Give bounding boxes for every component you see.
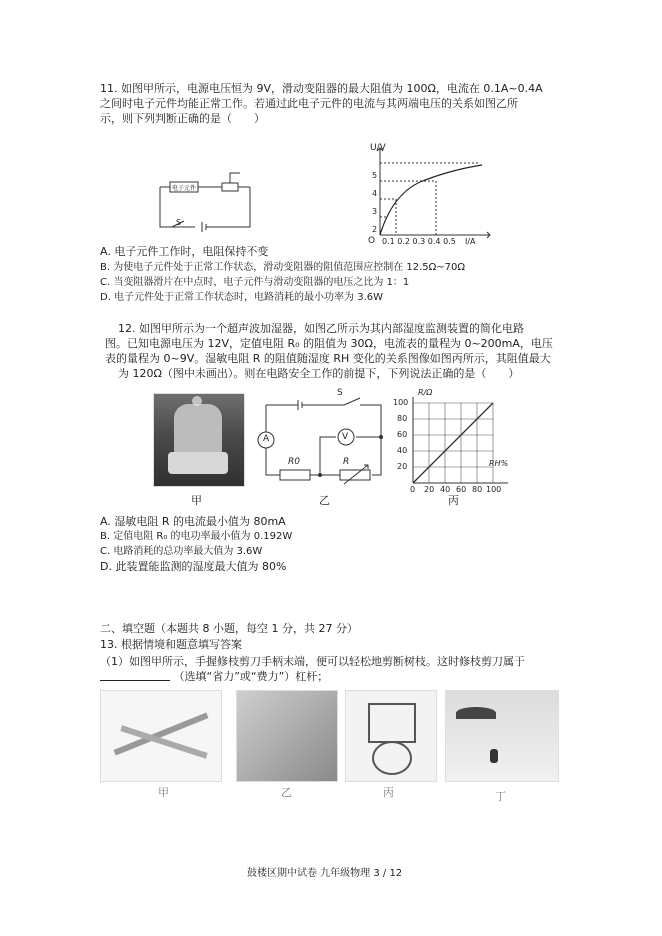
q11-graph-xlabel: I/A bbox=[465, 237, 476, 246]
q12-option-a: A. 湿敏电阻 R 的电流最小值为 80mA bbox=[100, 515, 286, 528]
q12-option-c: C. 电路消耗的总功率最大值为 3.6W bbox=[100, 546, 263, 557]
q12-xtick-100: 100 bbox=[486, 485, 502, 494]
q12-stem-line3: 表的量程为 0~9V。湿敏电阻 R 的阻值随湿度 RH 变化的关系图像如图丙所示，其阻值最大 bbox=[105, 352, 551, 365]
q12-option-d: D. 此装置能监测的湿度最大值为 80% bbox=[100, 560, 287, 573]
q11-ytick-5: 5 bbox=[372, 171, 378, 180]
q12-xtick-80: 80 bbox=[472, 485, 483, 494]
section2-heading: 二、填空题（本题共 8 小题，每空 1 分，共 27 分） bbox=[100, 622, 358, 635]
q12-stem-line1: 12. 如图甲所示为一个超声波加湿器，如图乙所示为其内部湿度监测装置的简化电路 bbox=[118, 322, 524, 335]
q11-option-d: D. 电子元件处于正常工作状态时，电路消耗的最小功率为 3.6W bbox=[100, 292, 384, 303]
q12-switch-label: S bbox=[337, 388, 343, 398]
mist-icon bbox=[192, 396, 202, 406]
q11-graph-origin: O bbox=[368, 236, 376, 246]
q11-stem-line3: 示，则下列判断正确的是（ ） bbox=[100, 112, 265, 125]
photo-label-jia: 甲 bbox=[158, 786, 169, 799]
q11-component-label: 电子元件 bbox=[172, 185, 197, 192]
q12-fig-label-bing: 丙 bbox=[448, 494, 459, 507]
humidifier-base bbox=[168, 452, 228, 474]
q12-xtick-60: 60 bbox=[456, 485, 467, 494]
parachutist-icon bbox=[490, 749, 498, 763]
q12-graph-xlabel: RH% bbox=[489, 459, 509, 468]
q11-stem-line1: 11. 如图甲所示，电源电压恒为 9V，滑动变阻器的最大阻值为 100Ω，电流在 0.1A~0.4A bbox=[100, 82, 543, 95]
photo-ding-parachute bbox=[445, 690, 559, 782]
q12-xtick-20: 20 bbox=[424, 485, 435, 494]
q11-ytick-3: 3 bbox=[372, 207, 378, 216]
photo-jia-pruning-shears bbox=[100, 690, 222, 782]
parachute-icon bbox=[456, 707, 496, 719]
crankshaft-icon bbox=[372, 741, 412, 775]
q11-option-c: C. 当变阻器滑片在中点时，电子元件与滑动变阻器的电压之比为 1：1 bbox=[100, 277, 410, 288]
q13-1-line2-wrap bbox=[100, 670, 328, 684]
photo-bing-engine bbox=[345, 690, 437, 782]
q13-1-line2: （选填“省力”或“费力”）杠杆； bbox=[173, 670, 329, 683]
q12-r0-label: R0 bbox=[288, 457, 300, 467]
q12-voltmeter-label: V bbox=[342, 432, 349, 442]
cylinder-icon bbox=[368, 703, 416, 743]
q11-ui-graph bbox=[360, 140, 500, 245]
photo-yi-hands bbox=[236, 690, 338, 782]
q11-circuit-diagram bbox=[150, 165, 260, 240]
humidifier-tank bbox=[174, 404, 222, 456]
q12-stem-line4: 为 120Ω（图中未画出）。则在电路安全工作的前提下，下列说法正确的是（ ） bbox=[118, 367, 520, 380]
q12-xtick-0: 0 bbox=[410, 485, 416, 494]
humidifier-photo bbox=[153, 393, 245, 487]
q11-switch-label: S bbox=[176, 218, 182, 227]
q11-option-b: B. 为使电子元件处于正常工作状态，滑动变阻器的阻值范围应控制在 12.5Ω~70Ω bbox=[100, 262, 466, 273]
photo-label-yi: 乙 bbox=[281, 786, 292, 799]
q12-r-rh-graph bbox=[408, 395, 518, 485]
q12-fig-label-yi: 乙 bbox=[319, 494, 330, 507]
q12-r-label: R bbox=[343, 457, 350, 467]
page-footer: 鼓楼区期中试卷 九年级物理 3 / 12 bbox=[247, 868, 403, 879]
photo-label-ding: 丁 bbox=[495, 790, 506, 803]
q12-stem-line2: 图。已知电源电压为 12V，定值电阻 R₀ 的阻值为 30Ω，电流表的量程为 0~200mA，电压 bbox=[105, 337, 553, 350]
q11-stem-line2: 之间时电子元件均能正常工作。若通过此电子元件的电流与其两端电压的关系如图乙所 bbox=[100, 97, 518, 110]
q12-fig-label-jia: 甲 bbox=[191, 494, 202, 507]
q11-graph-ylabel: U/V bbox=[370, 143, 386, 153]
answer-blank[interactable] bbox=[100, 670, 170, 681]
photo-label-bing: 丙 bbox=[383, 786, 394, 799]
q11-ytick-2: 2 bbox=[372, 225, 378, 234]
q12-circuit-diagram bbox=[256, 395, 386, 485]
q12-ytick-60: 60 bbox=[397, 430, 408, 439]
q11-graph-xticks: 0.1 0.2 0.3 0.4 0.5 bbox=[382, 237, 456, 246]
q12-ytick-40: 40 bbox=[397, 446, 408, 455]
q12-graph-ylabel: R/Ω bbox=[418, 388, 433, 397]
q12-ammeter-label: A bbox=[263, 434, 270, 444]
q13-title: 13. 根据情境和题意填写答案 bbox=[100, 638, 242, 651]
q12-ytick-20: 20 bbox=[397, 462, 408, 471]
q12-ytick-100: 100 bbox=[393, 398, 409, 407]
q12-option-b: B. 定值电阻 R₀ 的电功率最小值为 0.192W bbox=[100, 531, 293, 542]
q13-1-line1: （1）如图甲所示，手握修枝剪刀手柄末端，便可以轻松地剪断树枝。这时修枝剪刀属于 bbox=[100, 655, 525, 668]
q11-ytick-4: 4 bbox=[372, 189, 378, 198]
q12-ytick-80: 80 bbox=[397, 414, 408, 423]
q11-option-a: A. 电子元件工作时，电阻保持不变 bbox=[100, 245, 269, 258]
q12-xtick-40: 40 bbox=[440, 485, 451, 494]
